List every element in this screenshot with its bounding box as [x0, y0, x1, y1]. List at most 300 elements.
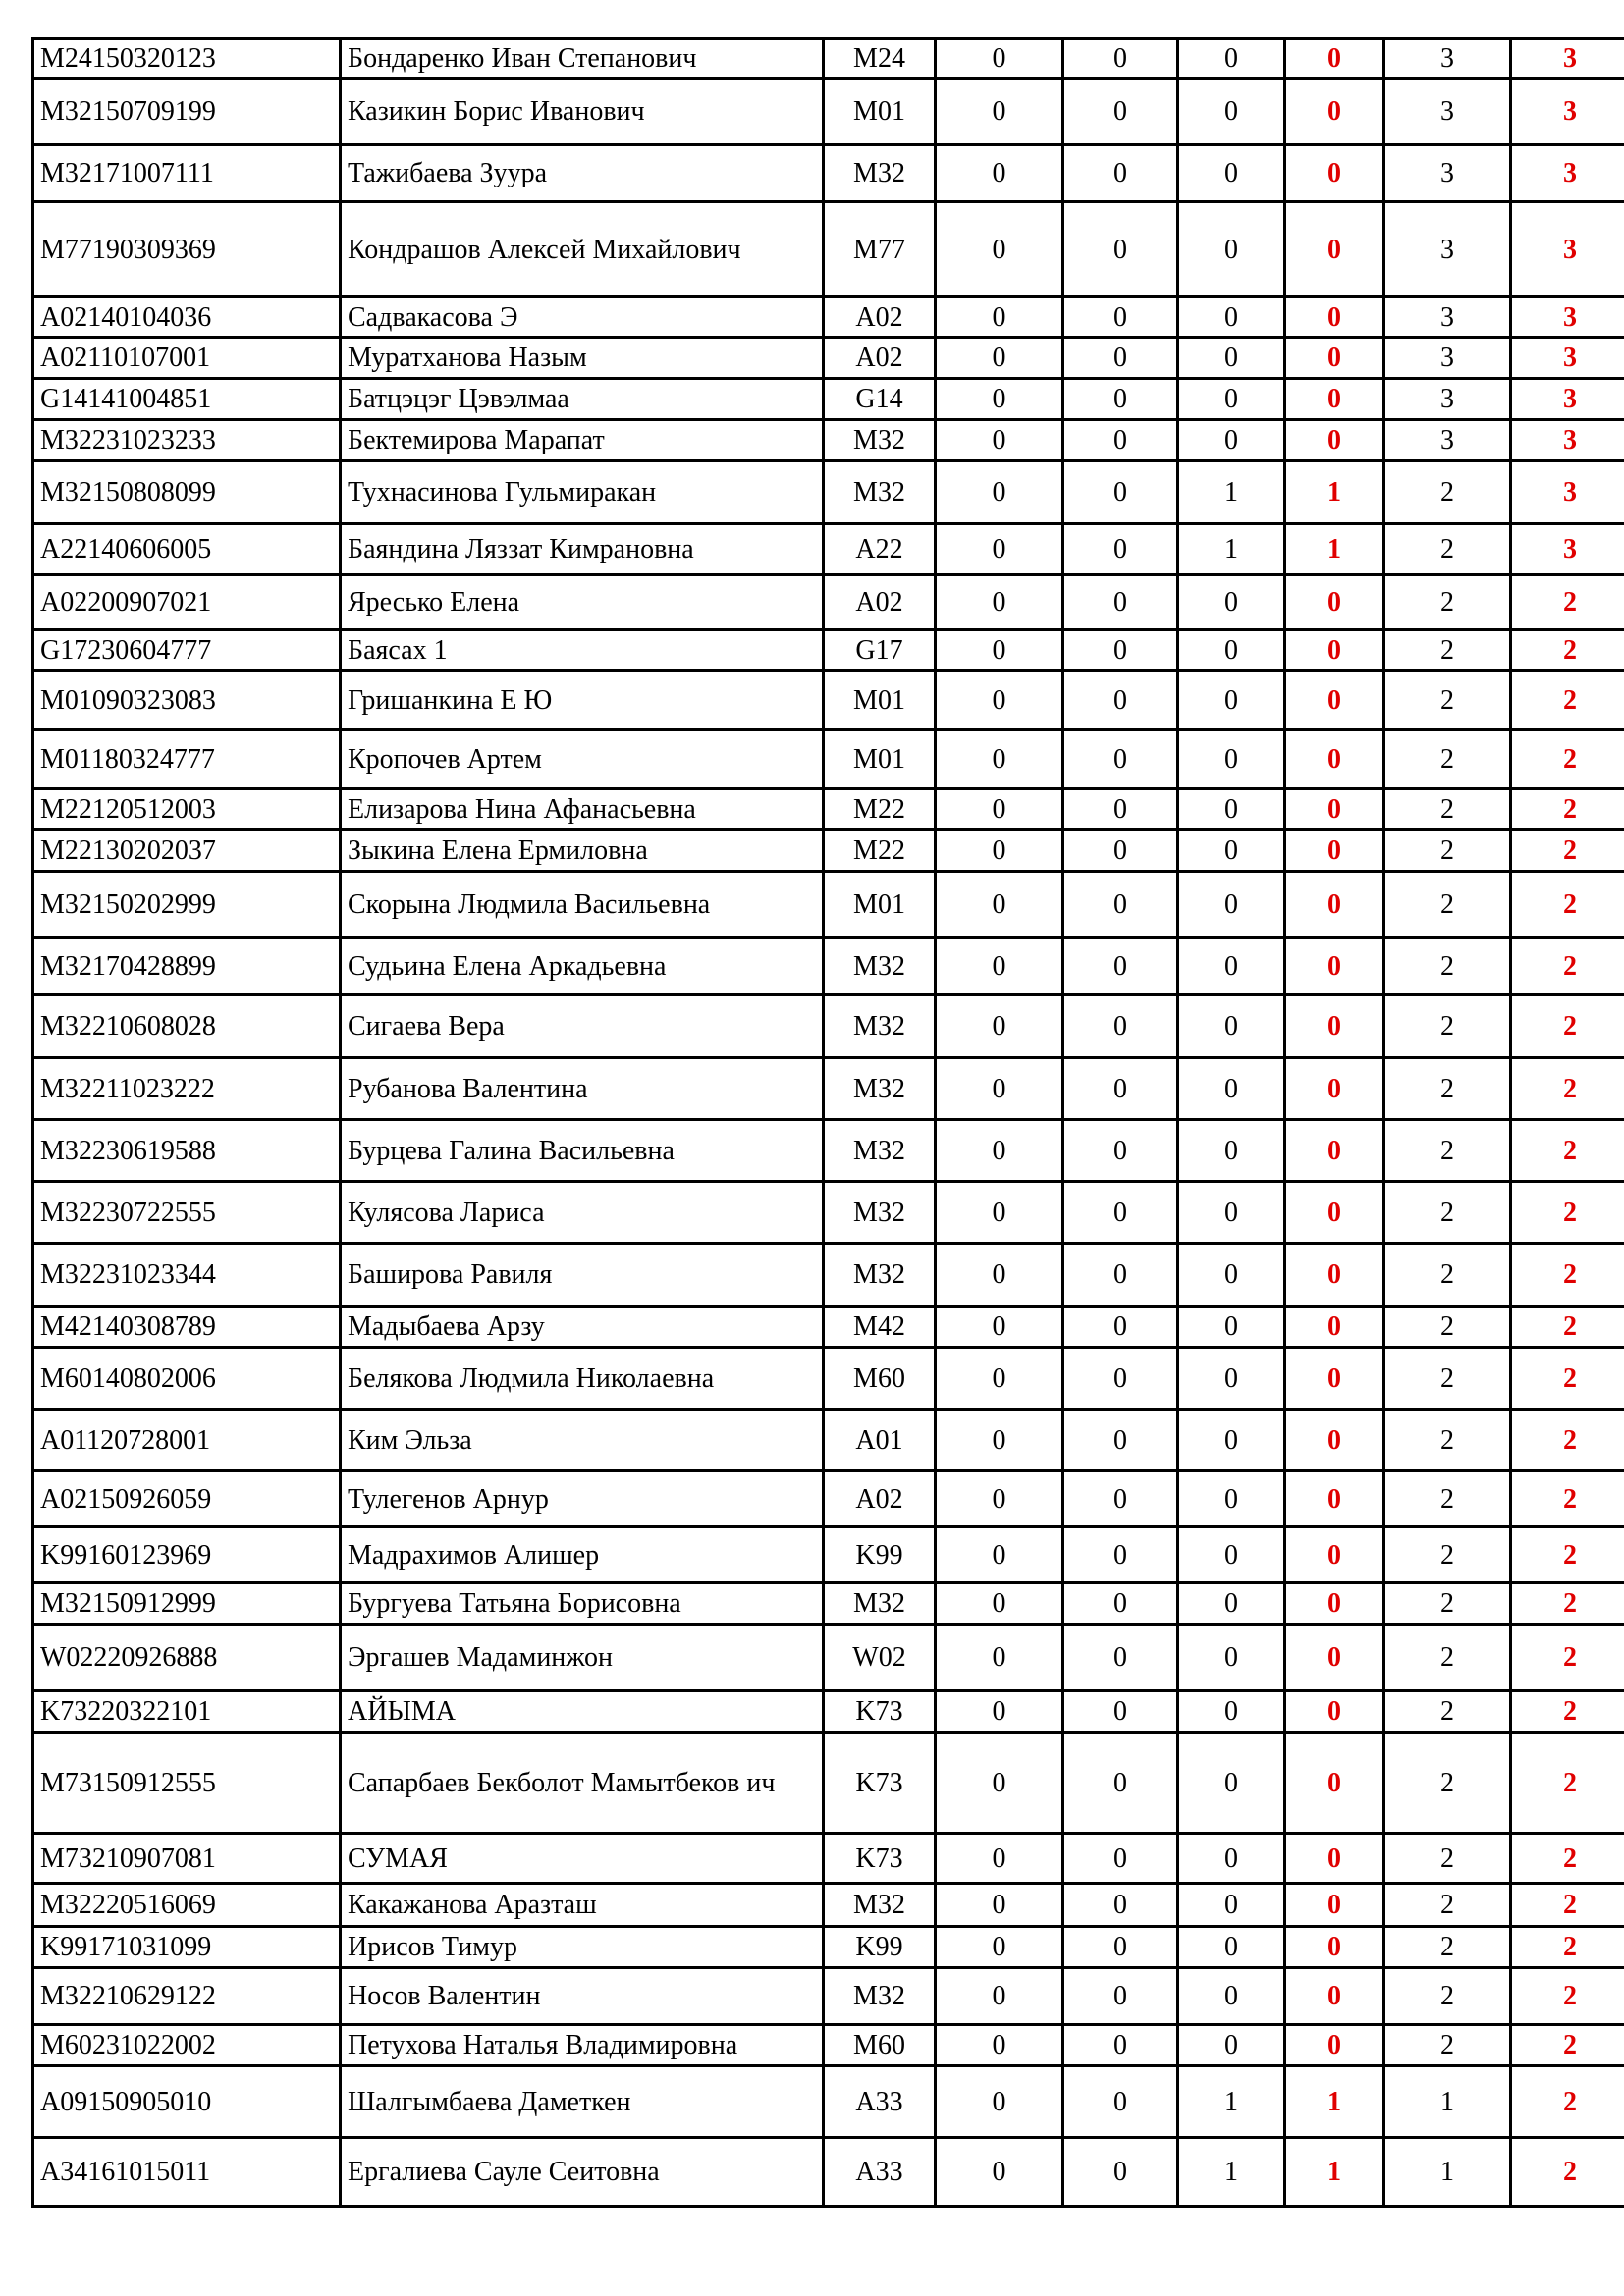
score-subtotal: 0	[1285, 1884, 1384, 1927]
region-code: M32	[824, 1120, 936, 1182]
score-5: 3	[1384, 202, 1511, 297]
region-code: K73	[824, 1733, 936, 1834]
table-row	[33, 1625, 1624, 1691]
score-2: 0	[1063, 1182, 1178, 1244]
participant-id: M32150709199	[33, 79, 341, 145]
participant-name: Скорына Людмила Васильевна	[341, 872, 824, 938]
score-subtotal: 0	[1285, 420, 1384, 461]
score-subtotal: 0	[1285, 145, 1384, 202]
score-3: 0	[1178, 938, 1285, 995]
score-total: 2	[1511, 671, 1624, 730]
score-2: 0	[1063, 789, 1178, 830]
score-3: 0	[1178, 1471, 1285, 1527]
participant-id: M60140802006	[33, 1348, 341, 1410]
region-code: M32	[824, 1583, 936, 1625]
score-subtotal: 0	[1285, 1244, 1384, 1307]
participant-id: M32150808099	[33, 461, 341, 524]
participant-name: Сигаева Вера	[341, 995, 824, 1058]
score-total: 2	[1511, 1307, 1624, 1348]
score-5: 2	[1384, 1471, 1511, 1527]
participant-name: Ергалиева Сауле Сеитовна	[341, 2138, 824, 2207]
score-total: 3	[1511, 39, 1624, 79]
table-row	[33, 1691, 1624, 1733]
score-subtotal: 0	[1285, 1182, 1384, 1244]
score-1: 0	[936, 420, 1063, 461]
score-subtotal: 0	[1285, 1307, 1384, 1348]
region-code: M01	[824, 79, 936, 145]
score-subtotal: 0	[1285, 1834, 1384, 1884]
score-2: 0	[1063, 379, 1178, 420]
score-subtotal: 1	[1285, 461, 1384, 524]
score-2: 0	[1063, 1527, 1178, 1583]
score-1: 0	[936, 297, 1063, 338]
table-body	[33, 39, 1624, 2207]
score-3: 0	[1178, 338, 1285, 379]
participant-name: Казикин Борис Иванович	[341, 79, 824, 145]
score-5: 3	[1384, 145, 1511, 202]
participant-name: Рубанова Валентина	[341, 1058, 824, 1120]
score-2: 0	[1063, 1691, 1178, 1733]
score-1: 0	[936, 1834, 1063, 1884]
score-2: 0	[1063, 145, 1178, 202]
score-subtotal: 0	[1285, 39, 1384, 79]
score-5: 3	[1384, 420, 1511, 461]
score-total: 2	[1511, 575, 1624, 630]
score-5: 2	[1384, 1583, 1511, 1625]
score-1: 0	[936, 1583, 1063, 1625]
participant-name: Ким Эльза	[341, 1410, 824, 1471]
score-3: 0	[1178, 379, 1285, 420]
score-5: 2	[1384, 1348, 1511, 1410]
score-subtotal: 0	[1285, 338, 1384, 379]
table-row	[33, 420, 1624, 461]
score-subtotal: 0	[1285, 1527, 1384, 1583]
participant-id: M01090323083	[33, 671, 341, 730]
score-total: 2	[1511, 730, 1624, 789]
score-5: 2	[1384, 575, 1511, 630]
score-3: 0	[1178, 39, 1285, 79]
participant-name: Кулясова Лариса	[341, 1182, 824, 1244]
table-row	[33, 1927, 1624, 1968]
score-subtotal: 0	[1285, 1733, 1384, 1834]
score-total: 2	[1511, 1583, 1624, 1625]
score-2: 0	[1063, 39, 1178, 79]
score-3: 0	[1178, 1927, 1285, 1968]
score-2: 0	[1063, 995, 1178, 1058]
score-5: 1	[1384, 2066, 1511, 2138]
score-total: 2	[1511, 1884, 1624, 1927]
table-row	[33, 1471, 1624, 1527]
region-code: G14	[824, 379, 936, 420]
score-1: 0	[936, 379, 1063, 420]
score-total: 2	[1511, 872, 1624, 938]
score-2: 0	[1063, 1307, 1178, 1348]
score-subtotal: 0	[1285, 1968, 1384, 2025]
score-total: 2	[1511, 995, 1624, 1058]
score-subtotal: 1	[1285, 2066, 1384, 2138]
score-3: 0	[1178, 1182, 1285, 1244]
participant-id: G17230604777	[33, 630, 341, 671]
score-5: 2	[1384, 1527, 1511, 1583]
score-subtotal: 0	[1285, 789, 1384, 830]
score-2: 0	[1063, 630, 1178, 671]
participant-id: K99171031099	[33, 1927, 341, 1968]
score-subtotal: 0	[1285, 730, 1384, 789]
region-code: M32	[824, 1182, 936, 1244]
score-2: 0	[1063, 338, 1178, 379]
participant-name: Кондрашов Алексей Михайлович	[341, 202, 824, 297]
participant-name: Белякова Людмила Николаевна	[341, 1348, 824, 1410]
table-row	[33, 2025, 1624, 2066]
score-total: 2	[1511, 938, 1624, 995]
participant-name: Тухнасинова Гульмиракан	[341, 461, 824, 524]
score-3: 0	[1178, 145, 1285, 202]
score-1: 0	[936, 1527, 1063, 1583]
score-3: 0	[1178, 671, 1285, 730]
participant-id: M73210907081	[33, 1834, 341, 1884]
score-3: 0	[1178, 789, 1285, 830]
region-code: W02	[824, 1625, 936, 1691]
participant-id: M60231022002	[33, 2025, 341, 2066]
score-5: 2	[1384, 1691, 1511, 1733]
score-1: 0	[936, 2066, 1063, 2138]
score-5: 3	[1384, 39, 1511, 79]
score-subtotal: 0	[1285, 1058, 1384, 1120]
score-1: 0	[936, 202, 1063, 297]
score-total: 3	[1511, 145, 1624, 202]
score-1: 0	[936, 1691, 1063, 1733]
score-2: 0	[1063, 1120, 1178, 1182]
participant-id: K73220322101	[33, 1691, 341, 1733]
score-1: 0	[936, 1410, 1063, 1471]
region-code: A02	[824, 1471, 936, 1527]
table-row	[33, 379, 1624, 420]
score-3: 0	[1178, 297, 1285, 338]
score-2: 0	[1063, 1410, 1178, 1471]
participant-name: Носов Валентин	[341, 1968, 824, 2025]
score-subtotal: 0	[1285, 1410, 1384, 1471]
score-total: 2	[1511, 1410, 1624, 1471]
score-subtotal: 1	[1285, 524, 1384, 575]
score-total: 3	[1511, 379, 1624, 420]
score-2: 0	[1063, 1834, 1178, 1884]
score-1: 0	[936, 1182, 1063, 1244]
score-2: 0	[1063, 1244, 1178, 1307]
score-2: 0	[1063, 2066, 1178, 2138]
table-row	[33, 338, 1624, 379]
score-3: 0	[1178, 1527, 1285, 1583]
table-row	[33, 872, 1624, 938]
score-subtotal: 1	[1285, 2138, 1384, 2207]
table-row	[33, 1583, 1624, 1625]
score-3: 0	[1178, 1691, 1285, 1733]
region-code: G17	[824, 630, 936, 671]
score-1: 0	[936, 1927, 1063, 1968]
score-1: 0	[936, 338, 1063, 379]
score-1: 0	[936, 1348, 1063, 1410]
table-row	[33, 671, 1624, 730]
score-2: 0	[1063, 79, 1178, 145]
score-5: 2	[1384, 1120, 1511, 1182]
score-total: 2	[1511, 1471, 1624, 1527]
score-3: 0	[1178, 1733, 1285, 1834]
score-5: 3	[1384, 297, 1511, 338]
score-subtotal: 0	[1285, 872, 1384, 938]
region-code: M22	[824, 830, 936, 872]
score-5: 2	[1384, 630, 1511, 671]
score-3: 0	[1178, 630, 1285, 671]
score-5: 3	[1384, 79, 1511, 145]
participant-id: M32171007111	[33, 145, 341, 202]
participant-name: Бургуева Татьяна Борисовна	[341, 1583, 824, 1625]
region-code: M32	[824, 461, 936, 524]
score-5: 2	[1384, 1182, 1511, 1244]
score-2: 0	[1063, 730, 1178, 789]
score-2: 0	[1063, 1348, 1178, 1410]
participant-id: M32210608028	[33, 995, 341, 1058]
participant-id: M22120512003	[33, 789, 341, 830]
score-total: 3	[1511, 461, 1624, 524]
table-row	[33, 297, 1624, 338]
table-row	[33, 995, 1624, 1058]
score-total: 3	[1511, 524, 1624, 575]
score-3: 0	[1178, 830, 1285, 872]
score-3: 0	[1178, 1884, 1285, 1927]
score-total: 2	[1511, 1244, 1624, 1307]
score-2: 0	[1063, 2025, 1178, 2066]
score-total: 2	[1511, 1691, 1624, 1733]
participant-name: Гришанкина Е Ю	[341, 671, 824, 730]
score-5: 2	[1384, 830, 1511, 872]
table-row	[33, 730, 1624, 789]
score-5: 2	[1384, 730, 1511, 789]
table-row	[33, 1733, 1624, 1834]
table-row	[33, 2138, 1624, 2207]
score-1: 0	[936, 2138, 1063, 2207]
score-1: 0	[936, 461, 1063, 524]
participant-id: M32150202999	[33, 872, 341, 938]
participant-name: Ирисов Тимур	[341, 1927, 824, 1968]
score-total: 2	[1511, 1625, 1624, 1691]
score-5: 2	[1384, 1244, 1511, 1307]
score-2: 0	[1063, 461, 1178, 524]
score-5: 1	[1384, 2138, 1511, 2207]
participant-id: A02200907021	[33, 575, 341, 630]
score-2: 0	[1063, 872, 1178, 938]
region-code: M42	[824, 1307, 936, 1348]
region-code: M60	[824, 2025, 936, 2066]
score-1: 0	[936, 79, 1063, 145]
score-1: 0	[936, 1307, 1063, 1348]
participant-id: A02150926059	[33, 1471, 341, 1527]
score-subtotal: 0	[1285, 671, 1384, 730]
region-code: A02	[824, 575, 936, 630]
region-code: M01	[824, 872, 936, 938]
region-code: M32	[824, 1884, 936, 1927]
participant-name: Яресько Елена	[341, 575, 824, 630]
region-code: M24	[824, 39, 936, 79]
participant-id: M22130202037	[33, 830, 341, 872]
score-subtotal: 0	[1285, 995, 1384, 1058]
table-row	[33, 145, 1624, 202]
region-code: A22	[824, 524, 936, 575]
participant-id: M32231023344	[33, 1244, 341, 1307]
score-total: 2	[1511, 630, 1624, 671]
participant-name: Елизарова Нина Афанасьевна	[341, 789, 824, 830]
score-1: 0	[936, 2025, 1063, 2066]
score-5: 2	[1384, 1733, 1511, 1834]
score-3: 0	[1178, 1583, 1285, 1625]
score-5: 2	[1384, 2025, 1511, 2066]
score-total: 2	[1511, 2138, 1624, 2207]
table-row	[33, 789, 1624, 830]
participant-id: M32150912999	[33, 1583, 341, 1625]
region-code: M32	[824, 145, 936, 202]
participant-id: M24150320123	[33, 39, 341, 79]
score-3: 0	[1178, 730, 1285, 789]
score-subtotal: 0	[1285, 1348, 1384, 1410]
score-5: 2	[1384, 524, 1511, 575]
score-1: 0	[936, 145, 1063, 202]
participant-name: Кропочев Артем	[341, 730, 824, 789]
score-1: 0	[936, 39, 1063, 79]
score-total: 2	[1511, 1968, 1624, 2025]
score-2: 0	[1063, 1927, 1178, 1968]
score-5: 2	[1384, 1307, 1511, 1348]
score-2: 0	[1063, 830, 1178, 872]
table-row	[33, 1244, 1624, 1307]
score-2: 0	[1063, 1583, 1178, 1625]
score-3: 0	[1178, 1058, 1285, 1120]
score-1: 0	[936, 1733, 1063, 1834]
participant-name: Бурцева Галина Васильевна	[341, 1120, 824, 1182]
region-code: A01	[824, 1410, 936, 1471]
score-total: 2	[1511, 830, 1624, 872]
score-total: 2	[1511, 2066, 1624, 2138]
score-total: 2	[1511, 1527, 1624, 1583]
participant-id: A34161015011	[33, 2138, 341, 2207]
score-5: 2	[1384, 461, 1511, 524]
score-2: 0	[1063, 202, 1178, 297]
score-subtotal: 0	[1285, 630, 1384, 671]
region-code: A33	[824, 2066, 936, 2138]
region-code: M32	[824, 420, 936, 461]
score-5: 2	[1384, 1968, 1511, 2025]
score-3: 0	[1178, 1968, 1285, 2025]
score-1: 0	[936, 630, 1063, 671]
score-3: 0	[1178, 575, 1285, 630]
score-5: 3	[1384, 379, 1511, 420]
score-subtotal: 0	[1285, 1927, 1384, 1968]
score-total: 3	[1511, 338, 1624, 379]
participant-name: Какажанова Аразташ	[341, 1884, 824, 1927]
table-row	[33, 830, 1624, 872]
region-code: M22	[824, 789, 936, 830]
score-3: 0	[1178, 1834, 1285, 1884]
participant-id: A09150905010	[33, 2066, 341, 2138]
participant-id: G14141004851	[33, 379, 341, 420]
participant-id: M01180324777	[33, 730, 341, 789]
score-1: 0	[936, 524, 1063, 575]
table-row	[33, 1968, 1624, 2025]
score-subtotal: 0	[1285, 202, 1384, 297]
participant-name: Тулегенов Арнур	[341, 1471, 824, 1527]
table-row	[33, 1527, 1624, 1583]
region-code: M60	[824, 1348, 936, 1410]
region-code: M01	[824, 730, 936, 789]
score-subtotal: 0	[1285, 79, 1384, 145]
score-2: 0	[1063, 1733, 1178, 1834]
score-2: 0	[1063, 1058, 1178, 1120]
score-total: 2	[1511, 1120, 1624, 1182]
region-code: M77	[824, 202, 936, 297]
score-3: 0	[1178, 79, 1285, 145]
score-1: 0	[936, 1884, 1063, 1927]
score-total: 3	[1511, 202, 1624, 297]
participant-name: Баширова Равиля	[341, 1244, 824, 1307]
score-5: 3	[1384, 338, 1511, 379]
score-total: 2	[1511, 1058, 1624, 1120]
score-1: 0	[936, 1244, 1063, 1307]
score-subtotal: 0	[1285, 1691, 1384, 1733]
participant-name: Баяндина Ляззат Кимрановна	[341, 524, 824, 575]
score-subtotal: 0	[1285, 1120, 1384, 1182]
region-code: A02	[824, 297, 936, 338]
region-code: A33	[824, 2138, 936, 2207]
score-5: 2	[1384, 671, 1511, 730]
score-1: 0	[936, 789, 1063, 830]
participant-name: Судьина Елена Аркадьевна	[341, 938, 824, 995]
participant-name: Садвакасова Э	[341, 297, 824, 338]
score-3: 1	[1178, 2066, 1285, 2138]
score-1: 0	[936, 1058, 1063, 1120]
table-row	[33, 630, 1624, 671]
score-subtotal: 0	[1285, 830, 1384, 872]
score-2: 0	[1063, 671, 1178, 730]
score-5: 2	[1384, 1058, 1511, 1120]
participant-name: Тажибаева Зуура	[341, 145, 824, 202]
score-subtotal: 0	[1285, 1471, 1384, 1527]
results-table	[31, 37, 1624, 2208]
participant-id: M77190309369	[33, 202, 341, 297]
participant-id: M32211023222	[33, 1058, 341, 1120]
table-row	[33, 39, 1624, 79]
score-3: 0	[1178, 1244, 1285, 1307]
participant-name: Петухова Наталья Владимировна	[341, 2025, 824, 2066]
score-2: 0	[1063, 1625, 1178, 1691]
score-1: 0	[936, 1968, 1063, 2025]
score-3: 0	[1178, 1120, 1285, 1182]
score-2: 0	[1063, 2138, 1178, 2207]
participant-id: M32170428899	[33, 938, 341, 995]
score-2: 0	[1063, 297, 1178, 338]
participant-name: Батцэцэг Цэвэлмаа	[341, 379, 824, 420]
region-code: K73	[824, 1834, 936, 1884]
score-1: 0	[936, 730, 1063, 789]
table-row	[33, 575, 1624, 630]
participant-id: W02220926888	[33, 1625, 341, 1691]
table-row	[33, 1410, 1624, 1471]
table-row	[33, 1834, 1624, 1884]
score-5: 2	[1384, 1625, 1511, 1691]
table-row	[33, 938, 1624, 995]
participant-id: M32210629122	[33, 1968, 341, 2025]
participant-id: M32220516069	[33, 1884, 341, 1927]
participant-name: Мадрахимов Алишер	[341, 1527, 824, 1583]
score-subtotal: 0	[1285, 938, 1384, 995]
score-3: 0	[1178, 1307, 1285, 1348]
score-5: 2	[1384, 1927, 1511, 1968]
